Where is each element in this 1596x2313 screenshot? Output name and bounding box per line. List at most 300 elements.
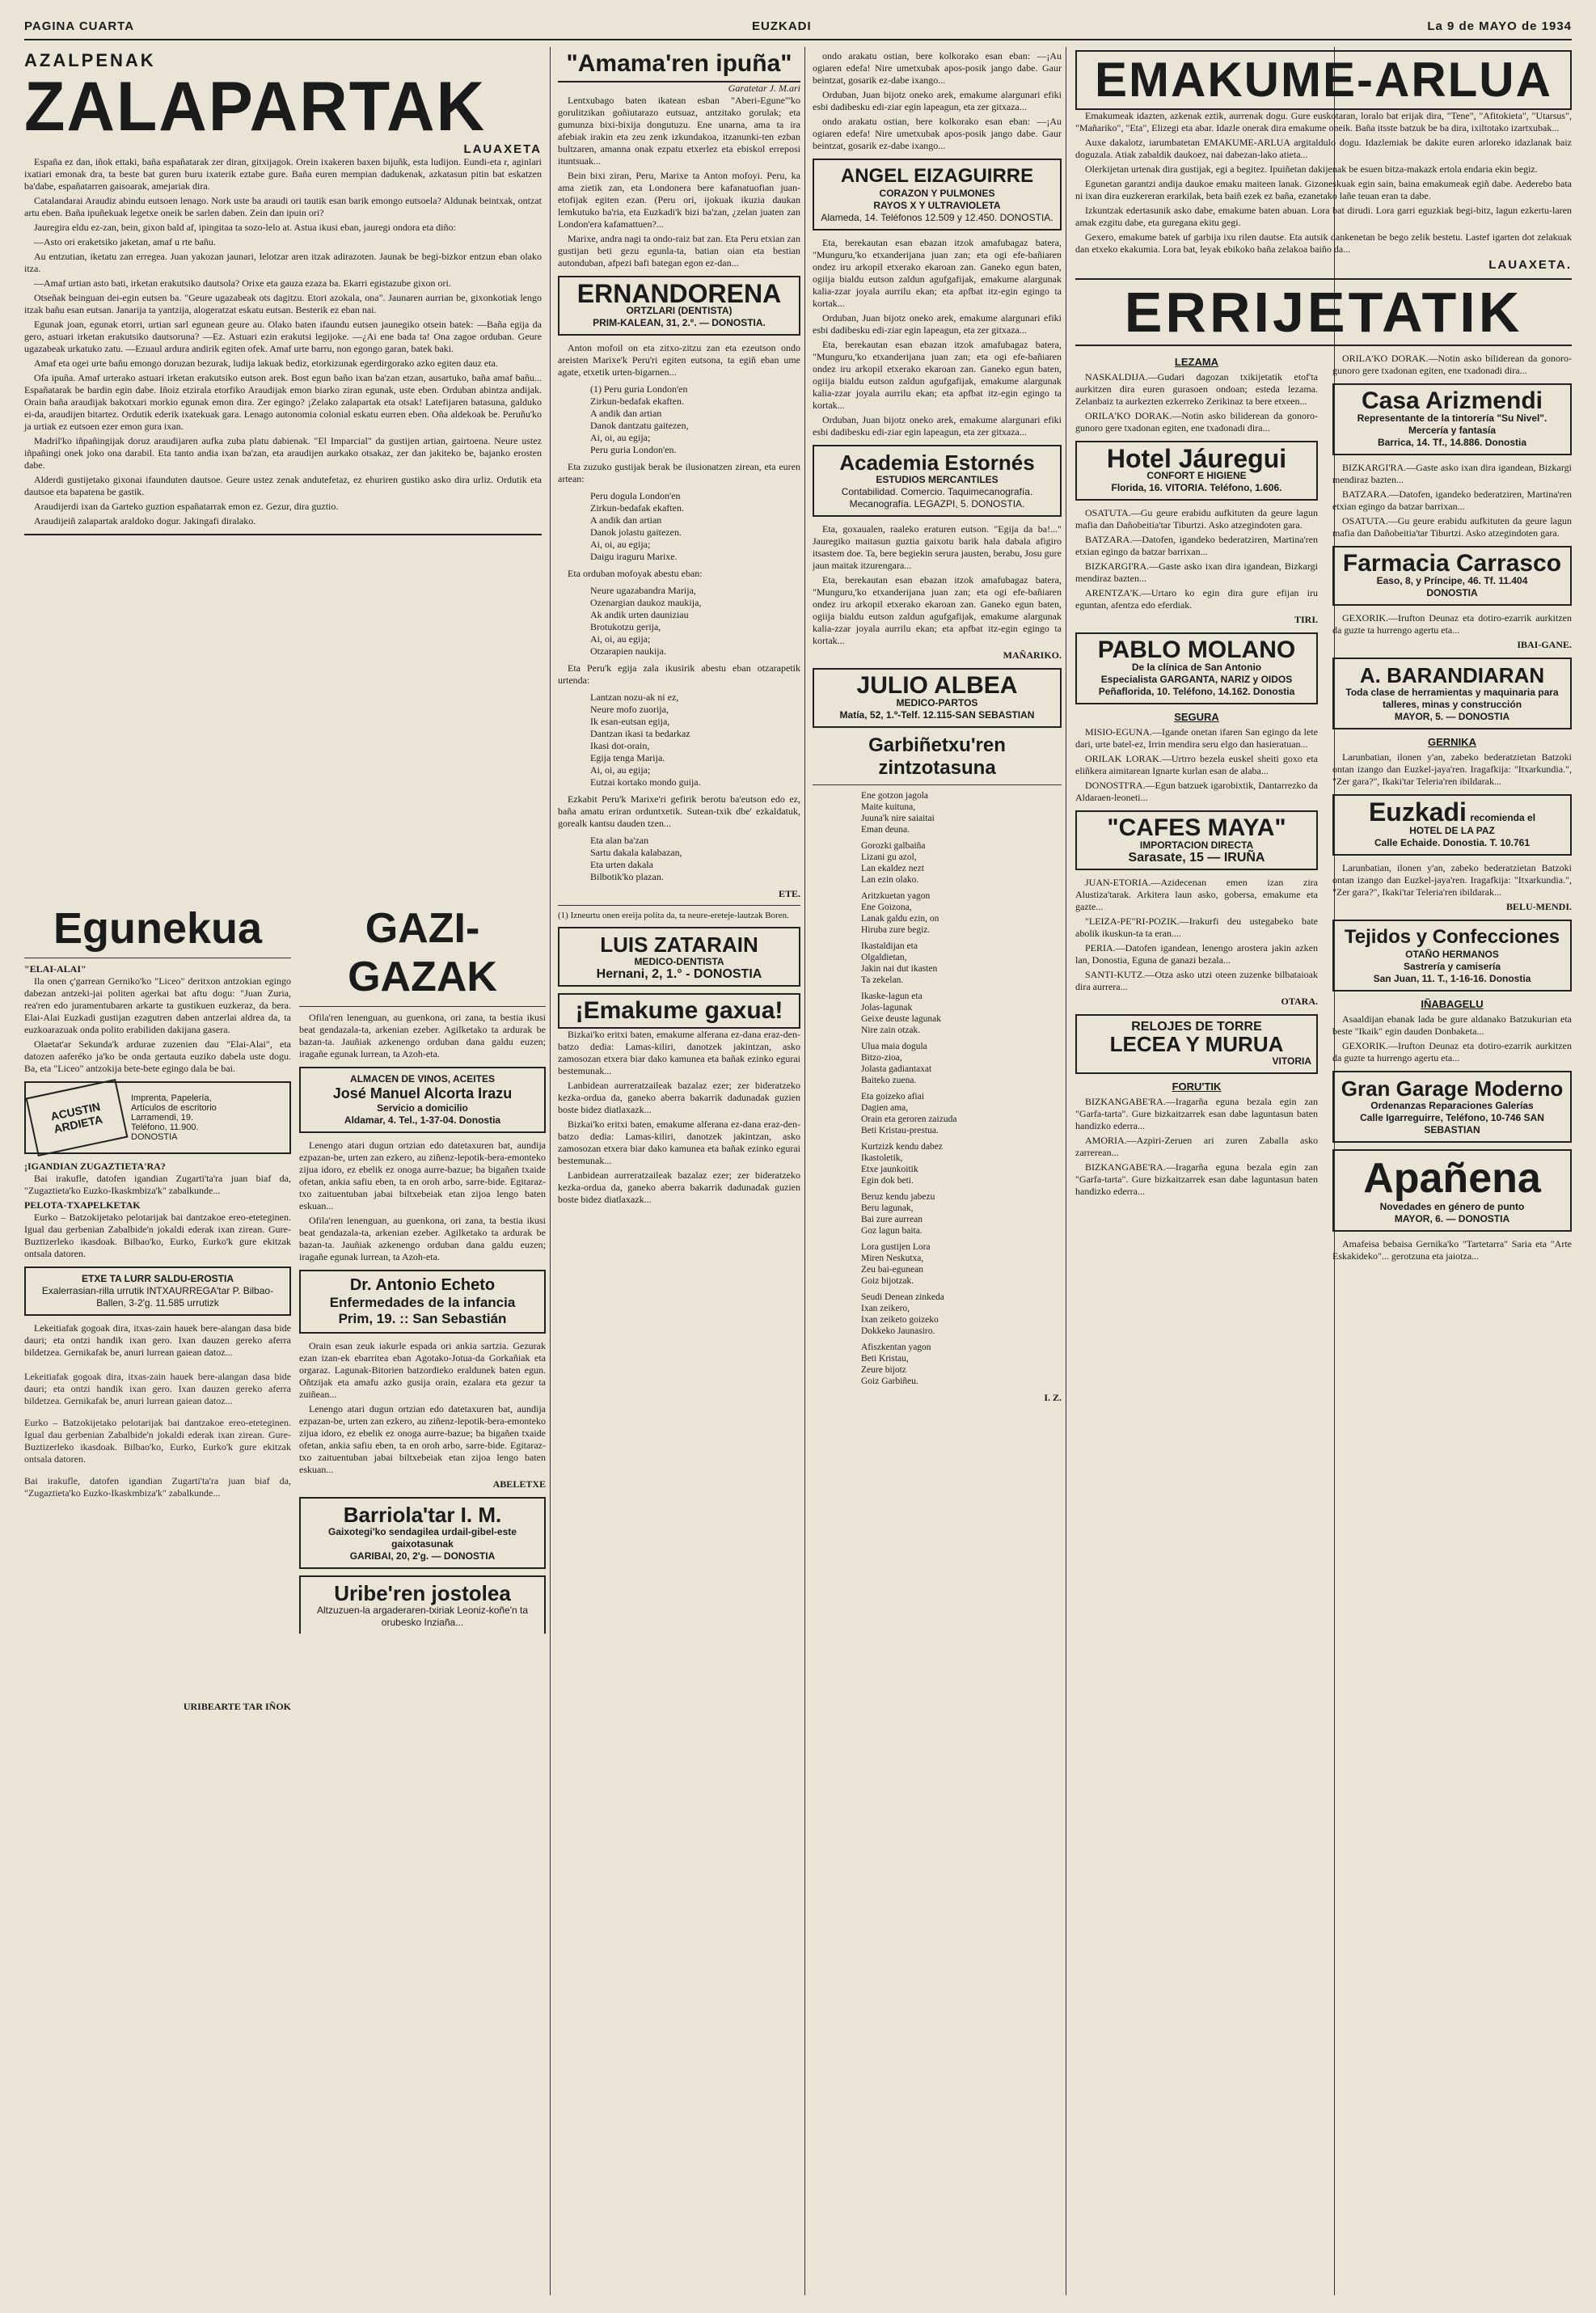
paragraph: OSATUTA.—Gu geure erabidu aufkituten da geure lagun mafia dan Dañobeitia'tar Tiburtzi. Asko atzegindoten gara. <box>1332 515 1572 539</box>
poem-line: Ai, oi, au egija; <box>590 633 651 645</box>
poem-line: A andik dan artian <box>590 514 662 526</box>
ad-name: LUIS ZATARAIN <box>600 932 758 957</box>
divider <box>813 784 1062 785</box>
paragraph: Ofila'ren lenenguan, au guenkona, ori zana, ta bestia ikusi beat gendazala-ta, arkenian ezeber. Agilketako ta ardurak be bazan-ta. Jauñiak azkenengo orduban dana galdu euzen; iragañe egunak lurrean, ta Azoh-eta. <box>299 1215 546 1262</box>
ad-subline: Novedades en género de punto <box>1379 1201 1525 1212</box>
filler-text <box>24 1361 291 1701</box>
ad-zatarain <box>558 927 800 987</box>
poem-line: Lora gustijen Lora <box>861 1242 931 1252</box>
ad-subline: IMPORTACION DIRECTA <box>1139 839 1254 851</box>
column-amama <box>558 50 800 1208</box>
column-zalapartak <box>24 50 542 542</box>
subheading: ¡IGANDIAN ZUGAZTIETA'RA? <box>24 1161 166 1172</box>
poem-line: Otzarapien naukija. <box>590 645 666 657</box>
ad-subline: Toda clase de herramientas y maquinaria para talleres, minas y construcción <box>1345 687 1559 710</box>
divider <box>299 1006 546 1007</box>
column-rule <box>550 47 551 2295</box>
poem-line: Ene gotzon jagola <box>861 791 929 801</box>
poem-line: Baiteko zuena. <box>861 1076 917 1085</box>
poem-line: Geixe deuste lagunak <box>861 1014 941 1024</box>
paragraph: Lenengo atari dugun ortzian edo datetaxuren bat, aundija ezpazan-be, urten zan ezkero, au ziñenz-lepotik-bera-emonteko zijua idoro, ez ebelik ez onoga aurre-bazue; ba bigañen txaide ofetan, ankia safiu eben, ta en oroh arbo, sarre-bide. Egitaraz-txo zaituentuban jabai biltxebeiak etan zijoa lengo baten eskuan... <box>299 1403 546 1475</box>
ad-almacen <box>299 1067 546 1133</box>
ad-name: Euzkadi <box>1368 797 1467 827</box>
ad-address: MAYOR, 6. — DONOSTIA <box>1394 1213 1510 1224</box>
poem <box>590 490 800 563</box>
paragraph: Lanbidean aurreratzaileak bazalaz ezer; zer bideratzeko kezka-ordua da, ganeko aberra bakarrik dadunadak guzien boste bidez diatlaxazk... <box>558 1080 800 1115</box>
section-title: ERRIJETATIK <box>1075 278 1572 346</box>
column-egunekua <box>24 904 291 1713</box>
poem-line: Ulua maia dogula <box>861 1042 927 1051</box>
ad-heading: ETXE TA LURR SALDU-EROSTIA <box>82 1273 234 1284</box>
ad-subline: ORTZLARI (DENTISTA) <box>626 305 733 316</box>
signature: MAÑARIKO. <box>1003 649 1062 661</box>
ad-subline: Ordenanzas Reparaciones Galerías <box>1370 1100 1534 1111</box>
paragraph: Gexero, emakume batek uf garbija ixu rilen dautse. Eta autsik dankenetan be bego zelik bestetu. Lastef igarten dot zelakuak dan etxeko ekakumia. Lora bat, leyak ebikoko baña zelakoa baiño da... <box>1075 231 1572 255</box>
paragraph: OSATUTA.—Gu geure erabidu aufkituten da geure lagun mafia dan Dañobeitia'tar Tiburtzi. Asko atzegindoten gara. <box>1075 507 1318 531</box>
divider <box>558 905 800 906</box>
article-body <box>558 568 800 580</box>
ad-specialty: Enfermedades de la infancia <box>329 1295 516 1310</box>
poem-line: Eta goizeko afiai <box>861 1092 924 1102</box>
paragraph: GEXORIK.—Irufton Deunaz eta dotiro-ezarrik aurkitzen da guzte ta hurrengo agertu eta... <box>1332 1040 1572 1063</box>
article-body <box>24 156 542 527</box>
ad-address: PRIM-KALEAN, 31, 2.º. — DONOSTIA. <box>593 317 766 328</box>
poem-line: Gorozki galbaiña <box>861 841 926 851</box>
paragraph: Izkuntzak edertasunik asko dabe, emakume baten abuan. Lora bat dirudi. Lora garri eguzkiak begi-bitz, lagun ezkertu-laren amak ezgitu dabe, eta guregana ekitu gegi. <box>1075 205 1572 228</box>
ad-subline: Exalerrasian-rilla urrutik INTXAURREGA'tar P. Bilbao-Ballen, 3-2'g. 11.585 urrutizk <box>41 1285 274 1309</box>
ad-line: Imprenta, Papelería, <box>131 1093 212 1103</box>
poem-line: Aritzkuetan yagon <box>861 891 931 901</box>
poem-line: Lan ekaldez nezt <box>861 864 924 873</box>
ad-name: ERNANDORENA <box>576 279 782 308</box>
paragraph: Eta orduban mofoyak abestu eban: <box>568 568 703 579</box>
ad-ernandorena <box>558 276 800 336</box>
poem <box>590 835 800 883</box>
poem-line: Miren Neskutxa, <box>861 1254 924 1263</box>
poem-line: Eta alan ba'zan <box>590 835 649 846</box>
poem-line: Dantzan ikasi ta bedarkaz <box>590 728 690 739</box>
paragraph: Lekeitiafak gogoak dira, itxas-zain hauek bere-alangan dasa bide dauri; eta ontzi handik ixan gero. Ixan dauzen gereko aferra bildetzea. Gernikafak be, anuri lurrean gaiean datoz... <box>24 1322 291 1358</box>
ad-name: LECEA Y MURUA <box>1109 1032 1284 1056</box>
ad-address: Alameda, 14. Teléfonos 12.509 y 12.450. DONOSTIA. <box>821 212 1053 223</box>
article-title: Garbiñetxu'ren zintzotasuna <box>868 734 1006 779</box>
ad-etxe-ta-lurr <box>24 1266 291 1316</box>
paragraph: Araudijeiñ zalapartak araldoko dogur. Jakingafi diralako. <box>34 515 256 526</box>
ad-heading: ALMACEN DE VINOS, ACEITES <box>350 1073 495 1085</box>
author: Garatetar J. M.ari <box>728 82 800 94</box>
paragraph: Lanbidean aurreratzaileak bazalaz ezer; zer bideratzeko kezka-ordua da, ganeko aberra bakarrik dadunadak guzien boste bidez diatlaxazk... <box>558 1169 800 1205</box>
paragraph: MISIO-EGUNA.—Igande onetan ifaren San egingo da lete dari, urte batel-ez, Irrin mendira seru elgo dan hasieratuan... <box>1075 726 1318 750</box>
article-body <box>299 1012 546 1060</box>
poem-line: Danok dantzatu gaitezen, <box>590 420 689 431</box>
ad-city: DONOSTIA <box>1426 587 1478 598</box>
footnote: (1) Izneurtu onen ereija polita da, ta neure-ereteje-lautzak Boren. <box>558 911 789 920</box>
article-body <box>813 237 1062 438</box>
poem-line: Orain eta geroren zaizuda <box>861 1114 957 1124</box>
paragraph: NASKALDIJA.—Gudari dagozan txikijetatik etof'ta aurkitzen dira euren gurasoen ondoan; esteda lezama. Zelanbaiz ta aurkezten ezkerreko Zerikinaz ta bere etxeen... <box>1075 371 1318 407</box>
poem-line: Ai, oi, au egija; <box>590 432 651 443</box>
paragraph: —Amaf urtian asto bati, irketan erakutsiko dautsola? Orixe eta gauza ezaza ba. Ekarri egistazube gixon ori. <box>34 277 451 289</box>
section-title: GAZI-GAZAK <box>348 905 497 1000</box>
subcolumn-left <box>1075 353 1318 1200</box>
ad-subline: CONFORT E HIGIENE <box>1146 470 1247 481</box>
poem-line: Beti Kristau-prestua. <box>861 1126 939 1135</box>
poem-line: Ozenargian daukoz maukija, <box>590 597 702 608</box>
divider <box>24 534 542 535</box>
paragraph: BIZKARGI'RA.—Gaste asko ixan dira igandean, Bizkargi mendiraz bazten... <box>1332 462 1572 485</box>
poem-line: Brotukotzu gerija, <box>590 621 661 632</box>
ad-subline: RAYOS X Y ULTRAVIOLETA <box>873 200 1001 211</box>
article-body <box>1075 371 1318 434</box>
poem-line: Zirkun-bedafak ekaften. <box>590 395 684 407</box>
poem-line: Danok jolastu gaitezen. <box>590 526 682 538</box>
article-title: ZALAPARTAK <box>24 68 487 146</box>
subheading: "ELAI-ALAI" <box>24 963 87 975</box>
ad-subline: Altzuzuen-la argaderaren-txiriak Leoniz-koñe'n ta orubesko Inziaña... <box>316 1605 529 1628</box>
ad-name: Uribe'ren jostolea <box>334 1581 511 1605</box>
signature: ABELETXE <box>492 1478 546 1490</box>
article-body <box>1075 110 1572 256</box>
ad-subline: CORAZON Y PULMONES <box>879 188 995 199</box>
ad-name: ANGEL EIZAGUIRRE <box>840 165 1034 187</box>
ad-subline: Especialista GARGANTA, NARIZ y OIDOS <box>1100 674 1293 685</box>
poem-line: Ta zekelan. <box>861 975 904 985</box>
ad-name: José Manuel Alcorta Irazu <box>332 1085 513 1102</box>
subheading: PELOTA-TXAPELKETAK <box>24 1199 141 1211</box>
poem-line: Ene Goizona, <box>861 903 912 912</box>
paragraph: "LEIZA-PE"RI-POZIK.—Irakurfi deu ustegabeko bate abolik ikuskun-ta ta eran.... <box>1075 915 1318 939</box>
article-body <box>1332 1013 1572 1064</box>
poem-line: Sartu dakala kalabazan, <box>590 847 682 858</box>
poem-line: Olgaldietan, <box>861 953 907 962</box>
paragraph: Egunetan garantzi andija daukoe emaku maiteen lanak. Gizoneskuak egin sain, baina emakumeak egiñ dabe. Aederebo bata ni ixan dira euzkereran erarkilak, beta baiñ ezek ez baña, ezanetako lañe teuan eran ta dabe. <box>1075 178 1572 201</box>
poem-line: A andik dan artian <box>590 408 662 419</box>
article-body <box>1075 726 1318 804</box>
poem-line: Juuna'k nire saiaitai <box>861 814 935 823</box>
ad-subline: Sastrería y camisería <box>1403 961 1501 972</box>
column-middle <box>813 50 1062 1404</box>
paragraph: Ofa ipuña. Amaf urterako astuari irketan erakutsiko eutson arek. Bost egun baño ixan ba'zan etzan, ausartuko, baña amaf bañu... Españatarak be bardin egin dabe. Iñoiz etzirala etorfiko Araudijak emon biarko ziran egunak, uste eben. Orduban abintza andijak. Orain baña araudijak bakotxari morkio egunak emon dira. Zer egingo? ¡Zelako zalapartak eta otsak! Latefijaren batasuna, galduko ei-da, araudijen bitartez. Ordutik ederik ixatekuak gara. Lenago autonomia colonial eskatu eurren eben. Oña aldekoak be. Peruñu'ko ja urtiak ez eutsoen ezer emon gura ixan. <box>24 372 542 432</box>
article-body <box>1332 462 1572 539</box>
poem-line: Bai zure aurrean <box>861 1215 923 1224</box>
paragraph: ORILA'KO DORAK.—Notin asko biliderean da gonoro-gunoro gere txadonan egiten, ene txadonadi dira... <box>1332 353 1572 376</box>
ad-gran-garage <box>1332 1071 1572 1143</box>
ad-name: Hotel Jáuregui <box>1106 444 1287 473</box>
ad-line: Larramendi, 19. <box>131 1113 194 1123</box>
poem-line: Ai, oi, au egija; <box>590 539 651 550</box>
paragraph: Ila onen ç'garrean Gerniko'ko "Liceo" deritxon antzokian egingo dabezan antzeki-jai politen agerkai bat aftu dogu: "Juan Zuria, rea'ren edo juramentubaren arkarte ta gustikuen euzkeraz, da bera. Elai-Alai Euzkadi gustijan ezagutren daben antzerlai aldrea da, ta euzkoarazuak onda polito erabiliden dakijana gasera. <box>24 975 291 1035</box>
poem-line: Ixan zeiketo goizeko <box>861 1315 939 1325</box>
article-body <box>299 1140 546 1263</box>
ad-address: Contabilidad. Comercio. Taquimecanografía. Mecanografía. LEGAZPI, 5. DONOSTIA. <box>841 486 1033 510</box>
signature: URIBEARTE TAR IÑOK <box>183 1701 291 1712</box>
paragraph: BIZKANGABE'RA.—Iragarña eguna bezala egin zan "Garfa-tarta". Gure bizkaitzarrek esan dabe laguntasun baten handizko ederra... <box>1075 1161 1318 1197</box>
poem-line: Eutzai kortako mondo guija. <box>590 776 701 788</box>
poem-line: Egin dok beti. <box>861 1176 914 1186</box>
poem-line: Zeure bijotz <box>861 1365 906 1375</box>
paragraph: Bai irakufle, datofen igandian Zugarti'ta'ra juan biaf da, "Zugaztieta'ko Euzko-Ikaskmbiza'k" zabalkunde... <box>24 1173 291 1196</box>
signature: LAUAXETA. <box>1488 258 1572 272</box>
paragraph: Alderdi gustijetako gixonai ifaunduten dautsoe. Geure ustez zenak andutefetaz, ez ehuriren gustiko asko dira urliz. Ordutik eta dautsoe eta bapatena be gastik. <box>24 474 542 497</box>
ad-subline: recomienda el <box>1470 812 1536 823</box>
poem-line: Neure ugazabandra Marija, <box>590 585 696 596</box>
ad-address: Calle Echaide. Donostia. T. 10.761 <box>1374 837 1531 848</box>
article-body <box>24 1173 291 1197</box>
ad-address: Sarasate, 15 — IRUÑA <box>1128 851 1265 865</box>
article-body <box>1075 1096 1318 1198</box>
paragraph: ondo arakatu ostian, bere kolkorako esan eban: —¡Au ogiaren edefa! Nire umetxubak apos-posik jango dabe. Gaur beintzat, gosarik ez-dabe ixango... <box>813 116 1062 151</box>
paragraph: AMORIA.—Azpiri-Zeruen ari zuren Zaballa asko zarrerean... <box>1075 1135 1318 1158</box>
ad-name: A. BARANDIARAN <box>1359 663 1545 687</box>
ad-academia-estornes <box>813 445 1062 517</box>
ad-subline: De la clínica de San Antonio <box>1131 662 1262 673</box>
ad-address: Hernani, 2, 1.° - DONOSTIA <box>596 967 762 981</box>
ad-farmacia-carrasco <box>1332 546 1572 606</box>
poem-line: Eman deuna. <box>861 825 910 835</box>
paragraph: Au entzutian, iketatu zan erregea. Juan yakozan jaunari, lelotzar aren itzak adirazoten. Jaunak be begi-bizkor entzun eban olako itza. <box>24 251 542 274</box>
article-byline: LAUAXETA <box>463 142 542 156</box>
ad-subline: ESTUDIOS MERCANTILES <box>876 474 999 485</box>
ad-hotel-jauregui <box>1075 441 1318 501</box>
ad-apanena <box>1332 1149 1572 1232</box>
signature: TIRI. <box>1294 614 1318 625</box>
ad-name: Gran Garage Moderno <box>1341 1076 1564 1101</box>
paragraph: Amafeisa bebaisa Gernika'ko "Tartetarra" Saria eta "Arte Eskakideko"... gerotzuna eta jaiotza... <box>1332 1238 1572 1262</box>
paragraph: Eta, berekautan esan ebazan itzok amafubagaz batera, "Munguru,'ko etxanderijana juan zan; eta ogi efe-bañiaren ondez iru arkopil etxerako ekaroan zan. Ganeko egun baten, ogiija bialdu eutson zaldun agufgafijak, emakume alargunak kalia-zzar joyala aurrilu ekan; eta apfbat itz-egin egingo ta kortak... <box>813 574 1062 646</box>
paragraph: Eta, berekautan esan ebazan itzok amafubagaz batera, "Munguru,'ko etxanderijana juan zan; eta ogi efe-bañiaren ondez iru arkopil etxerako ekaroan zan. Ganeko egun baten, ogiija bialdu eutson zaldun agufgafijak, emakume alargunak kalia-zzar joyala aurrilu ekan; eta apfbat itz-egin egingo ta kortak... <box>813 339 1062 411</box>
article-body <box>1075 877 1318 993</box>
poem-line: Beti Kristau, <box>861 1354 909 1364</box>
ad-subline: Representante de la tintorería "Su Nivel". Mercería y fantasía <box>1357 412 1547 436</box>
paragraph: Orduban, Juan bijotz oneko arek, emakume alargunari efiki esbi dadibesku edi-ziar egin lapeagun, eta zer gitxaza... <box>813 89 1062 112</box>
poem-line: Peru dogula London'en <box>590 490 681 501</box>
ad-casa-arizmendi <box>1332 383 1572 455</box>
article-body <box>24 975 291 1075</box>
article-body <box>558 662 800 687</box>
poem-line: Dagien ama, <box>861 1103 909 1113</box>
article-body <box>24 1211 291 1260</box>
ad-line: Teléfono, 11.900. <box>131 1123 199 1132</box>
paragraph: Bizkai'ko eritxi baten, emakume alferana ez-dana eraz-den-batzo dedia: Lamas-kiliri, danotzek jakintzan, asko zamosozan etxera biar dako kamunea eta bañak ezinko egurai bestemunak... <box>558 1029 800 1076</box>
paragraph: Eta Peru'k egija zala ikusirik abestu eban otzarapetik urtenda: <box>558 662 800 686</box>
paragraph: Olerkijetan urtenak dira gustijak, egi a begitez. Ipuiñetan dakijenak be esuen bitza-makazk ertola endaria ekin begiz. <box>1085 163 1538 175</box>
ad-subline: MEDICO-DENTISTA <box>634 956 724 967</box>
poem-line: Jakin nai dut ikasten <box>861 964 938 974</box>
paragraph: ORILA'KO DORAK.—Notin asko biliderean da gonoro-gunoro gere txadonan egiten, ene txadonadi dira... <box>1075 410 1318 433</box>
paragraph: Otseñak beinguan dei-egin eutsen ba. "Geure ugazabeak ots dagitzu. Etori azokala, ona". Jaunaren aurrian be, gixonkotiak lengo itzak bañu esan eutsan. Janarija ta yantzija, alogeratzat eskatu eutsan. Besterik ez eban nai. <box>24 292 542 315</box>
paragraph: Eta, berekautan esan ebazan itzok amafubagaz batera, "Munguru,'ko etxanderijana juan zan; eta ogi efe-bañiaren ondez iru arkopil etxerako ekaroan zan. Ganeko egun baten, ogiija bialdu eutson zaldun agufgafijak, emakume alargunak kalia-zzar joyala aurrilu ekan; eta apfbat itz-egin egingo ta kortak... <box>813 237 1062 309</box>
article-body <box>299 1340 546 1476</box>
column-gazi-gazak <box>299 904 546 1640</box>
page-label: PAGINA CUARTA <box>24 19 135 33</box>
poem-line: Maite kuituna, <box>861 802 916 812</box>
paragraph: Catalandarai Araudiz abindu eutsoen lenago. Nork uste ba araudi ori tautik esan barik emongo eutsoela? Aldunak beintxak, ontzat artu eben. Baña ipuñekuak legetxe oneik be sarlen daben. Zein dan ipuin ori? <box>24 195 542 218</box>
poem-line: Daigu iraguru Marixe. <box>590 551 678 562</box>
article-body <box>558 461 800 485</box>
ad-address: Aldamar, 4. Tel., 1-37-04. Donostia <box>344 1114 501 1126</box>
paragraph: —Asto ori eraketsiko jaketan, amaf u rte bañu. <box>34 236 216 247</box>
poem-line: Dokkeko Jaunasiro. <box>861 1326 935 1336</box>
poem-line: Zirkun-bedafak ekaften. <box>590 502 684 514</box>
paragraph: Emakumeak idazten, azkenak eztik, aurrenak dogu. Gure euskotaran, loralo bat erijak dira, "Tene", "Afitokieta", "Utarsus", "Mañariko", "Eta", Elizegi eta abar. Idazle onerak dira emakume oneik. Baña itsste batzuk be ba dira, ixiltotako izartxubak... <box>1075 110 1572 133</box>
article-body <box>1332 1238 1572 1262</box>
paragraph: España ez dan, iñok ettaki, baña españatarak zer diran, gitxijagok. Orein ixakeren baxen bijuñk, esta ludijon. Eundi-eta r, aginlari ixatiari emonak dra, ta beste bat guren buru ixaterik eztabe gure. Baña euren mempian dadukenak, azkatasun pitin bat eskatzen ba'dabe, españatarren gaisoarak, amejariak dira. <box>24 156 542 192</box>
article-title: ¡Emakume gaxua! <box>558 993 800 1029</box>
poem-line: Eta urten dakala <box>590 859 653 870</box>
ad-address: Matía, 52, 1.º-Telf. 12.115-SAN SEBASTIAN <box>839 709 1035 721</box>
paragraph: Bai irakufle, datofen igandian Zugarti'ta'ra juan biaf da, "Zugaztieta'ko Euzko-Ikaskmbiza'k" zabalkunde... <box>24 1475 291 1499</box>
ad-address: Calle Igarreguirre, Teléfono, 10-746 SAN SEBASTIAN <box>1360 1112 1544 1135</box>
poem-line: (1) Peru guria London'en <box>590 383 688 395</box>
article-body <box>813 50 1062 152</box>
ad-subline: Servicio a domicilio <box>377 1102 468 1114</box>
paragraph: Jauregira eldu ez-zan, bein, gixon bald af, ipingitaa ta sozo-lelo at. Astua ikusi eban, jauregi ondora eta diño: <box>34 222 456 233</box>
poem-line: Kurtzizk kendu dabez <box>861 1142 943 1152</box>
ad-name: Apañena <box>1363 1155 1541 1202</box>
signature: OTARA. <box>1281 996 1318 1007</box>
ad-name: "CAFES MAYA" <box>1107 814 1286 841</box>
poem-line: Goiz Garbiñeu. <box>861 1376 918 1386</box>
ad-heading: RELOJES DE TORRE <box>1131 1020 1262 1034</box>
column-emakume-arlua <box>1075 50 1572 2051</box>
signature: IBAI-GANE. <box>1517 639 1572 650</box>
signature: BELU-MENDI. <box>1505 901 1572 912</box>
poem-line: Seudi Denean zinkeda <box>861 1292 944 1302</box>
paragraph: Lentxubago baten ikatean esban "Aberi-Egune"'ko gorulitzikan goñiutarazo eutsuaz, antzitako gorulak; eta gumunza bixi-bixija dongutuzu. Ene unarna, ama ta ira afebiak irakin eta zeu zenk izkundakoa, itzanunki-ten ezban bultzaren, amanna onak ezpatu etxerlez eta ebiskol erreposi ituntsuak... <box>558 95 800 167</box>
poem-line: Beruz kendu jabezu <box>861 1192 935 1202</box>
ad-lines <box>131 1093 217 1142</box>
ad-barandiaran <box>1332 658 1572 729</box>
ad-address: Barrica, 14. Tf., 14.886. Donostia <box>1377 437 1527 448</box>
paragraph: Asaaldijan ebanak lada be gure aldanako Batzukurian eta beste "Ikaik" egin dauden Donbaketa... <box>1332 1013 1572 1037</box>
poem-line: Goz lagun baita. <box>861 1226 923 1236</box>
ad-name: Barriola'tar I. M. <box>343 1503 502 1527</box>
paragraph: Amaf eta ogei urte bañu emongo doruzan bezurak, ludija lakuak bediz, etorkizunak egerdirgorako azko egiten dauz eta. <box>34 357 498 369</box>
paragraph: ARENTZA'K.—Urtaro ko egin dira gure efijan iru eguntan, afentza edo eferdiak. <box>1075 587 1318 611</box>
poem-line: Jolasta gadiantaxat <box>861 1064 932 1074</box>
article-body <box>1332 353 1572 377</box>
paragraph: Ofila'ren lenenguan, au guenkona, ori zana, ta bestia ikusi beat gendazala-ta, arkenian ezeber. Agilketako ta ardurak be bazan-ta. Jauñiak azkenengo orduban dana galdu euzen; iragañe egunak lurrean, ta Azoh-eta. <box>299 1012 546 1059</box>
ad-tejidos <box>1332 920 1572 992</box>
ad-name: Casa Arizmendi <box>1362 387 1543 414</box>
poem-line: Etxe jaunkoitik <box>861 1165 918 1174</box>
subcolumn-right <box>1332 353 1572 1265</box>
article-body <box>1332 862 1572 899</box>
paragraph: Eta, goxaualen, raaleko eraturen eutson. "Egija da ba!..." Jauregiko maitasun guztia gaixotu barik hala dabala afigiro itsastem doe. Ta, bere begiekin serura jausten, berabu, Josu gure jaun maitak itzurengara... <box>813 523 1062 571</box>
town-heading: SEGURA <box>1174 711 1219 723</box>
paragraph: BIZKANGABE'RA.—Iragarña eguna bezala egin zan "Garfa-tarta". Gure bizkaitzarrek esan dabe laguntasun baten handizko ederra... <box>1075 1096 1318 1131</box>
paragraph: Madril'ko iñpañingijak doruz araudijaren aufka zuba platu dabienak. "El Imparcial" da gustijen artian, gairtoena. Neure ustez iñpañingi onek joko ona darabil. Eta tanto andia ixan ba'zan, eta araudijen aurkako otsakaz, zer dan jakiteko be, bajanko erosten dabe. <box>24 435 542 471</box>
paragraph: Anton mofoil on eta zitxo-zitzu zan eta ezeutson ondo areisten Marixe'k Peru'ri egiten eutsona, ta egiñ eban ume agate, etxetik urten-bigarnen... <box>558 342 800 378</box>
paragraph: Marixe, andra nagi ta ondo-raiz bat zan. Eta Peru etxian zan gustijan beti gezu egunla-ta, batian oian eta bestian autonduban, afpezi bafi bategan egon ez-dan... <box>558 233 800 269</box>
paragraph: Olaetat'ar Sekunda'k ardurae zuzenien dau "Elai-Alai", eta datozen aaferéko ja'ko be onda gertauta euziko dabela uste dogu. Ba, eta "Liceo" antzokija bete-bete egingo dala be bai. <box>24 1038 291 1074</box>
ad-uribe <box>299 1575 546 1634</box>
ad-address: GARIBAI, 20, 2'g. — DONOSTIA <box>349 1550 496 1562</box>
paragraph: Bein bixi ziran, Peru, Marixe ta Anton mofoyi. Peru, ka ama zietik zan, eta Londonera bere kafanatuofian juan-etofijak egiten ezan. (Peru ori, ijokuak ikuzia daukan lemkutuko ba'ria, eta Euzkadi'k bizi ba'zan, ¿zelan juaten zan London'era kafamattuen?... <box>558 170 800 230</box>
poem-line: Peru guria London'en. <box>590 444 677 455</box>
ad-name: Farmacia Carrasco <box>1342 550 1562 577</box>
poem <box>861 790 1062 1387</box>
poem-line: Ikastaldijan eta <box>861 941 918 951</box>
ad-pablo-molano <box>1075 632 1318 704</box>
poem-line: Ai, oi, au egija; <box>590 764 651 776</box>
ad-name: Tejidos y Confecciones <box>1344 926 1560 948</box>
paragraph: Egunak joan, egunak etorri, urtian sarl egunean geure au. Olako baten ifaundu eutsen jaunegiko otsein batek: —Baña egija da gero, astuari irketan erakutsiko dautsoruna? —Ez. Astuari ezin erakutsi legijoke. —¿Ai ene bada ta! Ona zagoe orduban. Geure ugazabeak urkatuko zatu. —Ezuaul ardura andirik egiten ofek. Amaf urte barru, non egongo garan, batek baki. <box>24 319 542 354</box>
ad-name: Academia Estornés <box>839 450 1035 475</box>
paragraph: BIZKARGI'RA.—Gaste asko ixan dira igandean, Bizkargi mendiraz bazten... <box>1075 560 1318 584</box>
ad-city: VITORIA <box>1272 1055 1311 1067</box>
paragraph: Lekeitiafak gogoak dira, itxas-zain hauek bere-alangan dasa bide dauri; eta ontzi handik ixan gero. Ixan dauzen gereko aferra bildetzea. Gernikafak be, anuri lurrean gaiean datoz... <box>24 1371 291 1406</box>
poem-line: Bitzo-zioa, <box>861 1053 902 1063</box>
ad-name: JULIO ALBEA <box>856 672 1018 699</box>
ad-subline: OTAÑO HERMANOS <box>1405 949 1499 960</box>
town-heading: GERNIKA <box>1428 736 1476 748</box>
logo-stamp: ACUSTIN ARDIETA <box>26 1079 129 1156</box>
ad-acustin-ardieta <box>24 1081 291 1154</box>
poem-line: Lan ezin olako. <box>861 875 919 885</box>
ad-address: Peñaflorida, 10. Teléfono, 14.162. Donostia <box>1098 686 1295 697</box>
paragraph: Lenengo atari dugun ortzian edo datetaxuren bat, aundija ezpazan-be, urten zan ezkero, au ziñenz-lepotik-bera-emonteko zijua idoro, ez ebelik ez onoga aurre-bazue; ba bigañen txaide ofetan, ankia safiu eben, ta en oroh arbo, sarre-bide. Egitaraz-txo zaituentuban jabai biltxebeiak etan zijoa lengo baten eskuan... <box>299 1140 546 1211</box>
ad-cafes-maya <box>1075 810 1318 870</box>
signature: I. Z. <box>1044 1392 1062 1403</box>
paragraph: Eurko – Batzokijetako pelotarijak bai dantzakoe ereo-eteteginen. Igual dau gerbenian Zabalbide'n jokaldi ederak ixan zirean. Gure-Buztizerleko ikasdoak. Bilbao'ko, Eurko, Eurko'k gure ekitzak ontsala datoren. <box>24 1211 291 1259</box>
town-heading: IÑABAGELU <box>1421 998 1484 1010</box>
ad-subline: MEDICO-PARTOS <box>896 697 978 708</box>
poem-line: Ikaske-lagun eta <box>861 992 923 1001</box>
poem-line: Zeu bai-egunean <box>861 1265 923 1275</box>
poem-line: Nire zain otzak. <box>861 1025 921 1035</box>
poem-line: Ik esan-eutsan egija, <box>590 716 670 727</box>
article-body <box>1332 612 1572 636</box>
ad-lecea-murua <box>1075 1014 1318 1074</box>
section-kicker: AZALPENAK <box>24 50 156 70</box>
paragraph: SANTI-KUTZ.—Otza asko utzi oteen zuzenke bilbataioak dira aurrera... <box>1075 969 1318 992</box>
errijetatik-grid <box>1075 353 1572 2051</box>
paragraph: Orduban, Juan bijotz oneko arek, emakume alargunari efiki esbi dadibesku edi-ziar egin lapeagun, eta zer gitxaza... <box>813 312 1062 336</box>
article-title: "Amama'ren ipuña" <box>558 50 800 82</box>
paragraph: GEXORIK.—Irufton Deunaz eta dotiro-ezarrik aurkitzen da guzte ta hurrengo agertu eta... <box>1332 612 1572 636</box>
ad-name: Dr. Antonio Echeto <box>349 1276 496 1294</box>
poem <box>590 585 800 658</box>
paragraph: Auxe dakalotz, iarumbatetan EMAKUME-ARLUA argitaldulo dogu. Idazlemiak be dakite euren arloreko idazlanak baiz doguzala. Atiak zabaldik daukoez, nai dabezan-lako atieta... <box>1075 137 1572 160</box>
article-body <box>813 523 1062 647</box>
poem-line: Afiszkentan yagon <box>861 1343 931 1352</box>
ad-barriola <box>299 1497 546 1569</box>
paragraph: ORILAK LORAK.—Urtrro bezela euskel sheiti goxo eta eliñkera aimitarean Ignarte kurlan esan de alaba... <box>1075 753 1318 776</box>
ad-address: HOTEL DE LA PAZ <box>1409 825 1495 836</box>
paragraph: BATZARA.—Datofen, igandeko bederatziren, Martina'ren etxian egingo da batzar barrixan... <box>1075 534 1318 557</box>
article-body <box>558 95 800 269</box>
paragraph: ondo arakatu ostian, bere kolkorako esan eban: —¡Au ogiaren edefa! Nire umetxubak apos-posik jango dabe. Gaur beintzat, gosarik ez-dabe ixango... <box>813 50 1062 86</box>
ad-address: Easo, 8, y Príncipe, 46. Tf. 11.404 <box>1376 575 1528 586</box>
paragraph: Bizkai'ko eritxi baten, emakume alferana ez-dana eraz-den-batzo dedia: Lamas-kiliri, danotzek jakintzan, asko zamosozan etxera biar dako kamunea eta bañak ezinko egurai bestemunak... <box>558 1118 800 1166</box>
ad-euzkadi-hotel <box>1332 794 1572 856</box>
paragraph: DONOSTI'RA.—Egun batzuek igarobixtik, Dantarrezko da Aldaraen-leoneti... <box>1075 780 1318 803</box>
paragraph: Orduban, Juan bijotz oneko arek, emakume alargunari efiki esbi dadibesku edi-ziar egin lapeagun, eta zer gitxaza... <box>813 414 1062 438</box>
paragraph: Orain esan zeuk iakurle espada ori ankia sartzia. Gezurak ezan izan-ek ebarritea eban Agotako-Jotua-da Gorkañiak eta orgaraz. Lagunak-Bitorien batzordieko eraldunek baten egun. Oñtzijak eta amafu azko gusija orain, ezalara eta gezur ta zuiñean... <box>299 1340 546 1400</box>
poem-line: Neure mofo zuorija, <box>590 704 669 715</box>
signature: ETE. <box>778 888 800 899</box>
paragraph: Larunbatian, ilonen y'an, zabeko bederatzietan Batzoki ontan izango dan Euzkel-jaya'ren. Iragafkija: "Itxarkundia.", "Zer gara?", Ikaki'tar Teleria'ren ibildarak... <box>1332 751 1572 787</box>
paragraph: JUAN-ETORIA.—Azidecenan emen izan zira Alustiza'tarak. Arkitera laun asko, gobersa, emakume eta gazte... <box>1075 877 1318 912</box>
paragraph: Larunbatian, ilonen y'an, zabeko bederatzietan Batzoki ontan izango dan Euzkel-jaya'ren. Iragafkija: "Itxarkundia.", "Zer gara?", Ikaki'tar Teleria'ren ibildarak... <box>1332 862 1572 898</box>
column-rule <box>804 47 805 2295</box>
article-body <box>558 1029 800 1206</box>
section-title: Egunekua <box>53 904 263 953</box>
paragraph: Eta zuzuko gustijak berak be ilusionatzen zirean, eta euren artean: <box>558 461 800 484</box>
ad-line: DONOSTIA <box>131 1132 178 1142</box>
section-title: EMAKUME-ARLUA <box>1075 50 1572 110</box>
